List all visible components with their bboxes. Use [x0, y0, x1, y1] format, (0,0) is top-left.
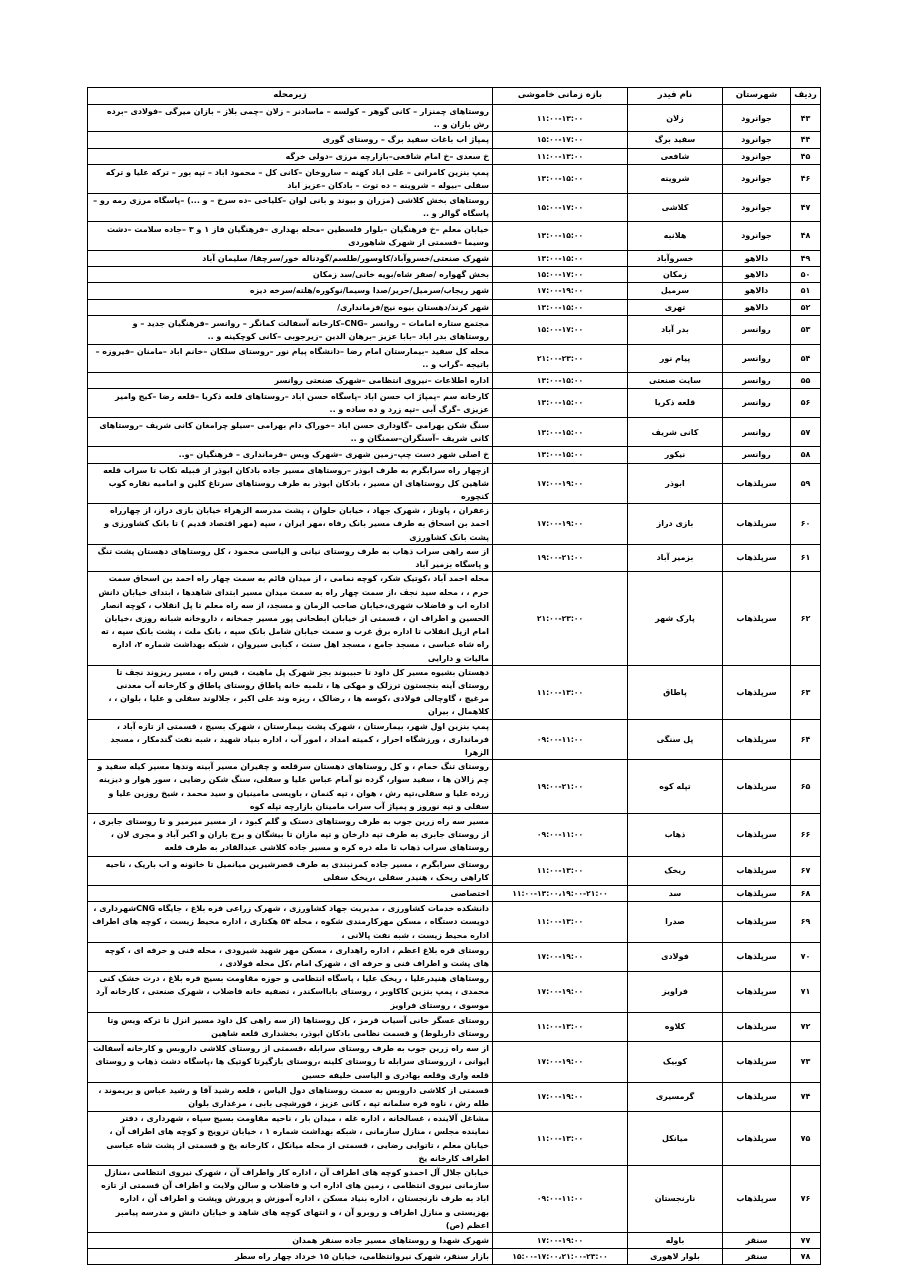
table-row [88, 299, 821, 315]
outage-time-cell: ۱۷:۰۰-۱۹:۰۰ [493, 942, 628, 971]
outage-time-cell: ۱۵:۰۰-۱۷:۰۰ [493, 132, 628, 148]
outage-time-cell: ۱۳:۰۰-۱۵:۰۰ [493, 299, 628, 315]
table-row [88, 665, 821, 719]
sub-area-cell: خیابان معلم –خ فرهنگیان –بلوار فلسطین –محله بهداری –فرهنگیان فاز ۱ و ۳ –جاده سلامت –دشت وسیما –قسمتی از شهرک شاهوردی [88, 221, 493, 250]
city-cell: سرپلذهاب [723, 1112, 791, 1166]
row-number-cell: ۴۸ [791, 221, 821, 250]
sub-area-cell: شهر ریجاب/سرمیل/حریر/صدا وسیما/نوکوره/هلته/سرخه دیزه [88, 283, 493, 299]
city-cell: روانسر [723, 372, 791, 388]
row-number-cell: ۵۹ [791, 463, 821, 504]
city-cell: دالاهو [723, 250, 791, 266]
table-row [88, 132, 821, 148]
sub-area-cell: مسیر سه راه زرین جوب به طرف روستاهای دستک و گلم کبود ، از مسیر میرمیر و تا روستای جابری ، از روستای جابری به طرف تپه دارخان و تپه مازان تا بیشگان و برج باران و اکبر آباد و مجری لان ، روستاهای سراب ذهاب تا مله دره کره و مسیر جاده کلاشی عبدالقادر به طرف قلعه [88, 813, 493, 856]
outage-time-cell: ۰۹:۰۰-۱۱:۰۰ [493, 813, 628, 856]
outage-time-cell: ۱۹:۰۰-۲۱:۰۰ [493, 544, 628, 571]
feeder-name-cell: فراویز [628, 972, 723, 1013]
table-row [88, 544, 821, 571]
row-number-cell: ۵۸ [791, 447, 821, 463]
outage-time-cell: ۱۱:۰۰-۱۳:۰۰ [493, 1112, 628, 1166]
city-cell: سرپلذهاب [723, 1042, 791, 1083]
sub-area-cell: روستاهای چمنزار – کانی گوهر – کولسه – ماسادنر – زلان –چمی بلاز – بازان میرگی –فولادی –برده رش بازان و .. [88, 105, 493, 132]
table-row [88, 194, 821, 221]
table-row [88, 719, 821, 760]
outage-time-cell: ۱۷:۰۰-۱۹:۰۰ [493, 463, 628, 504]
outage-time-cell: ۱۵:۰۰-۱۷:۰۰ [493, 194, 628, 221]
sub-area-cell: روستاهای هنیدرعلیا ، ریخک علیا ، پاسگاه انتظامی و حوزه مقاومت بسیج فره بلاغ ، درت خشک کنی محمدی ، پمپ بنزین کاکاوبر ، روستای بابااسکندر ، تصفیه خانه فاضلاب ، شهرک صنعتی ، کارخانه آرد موسوی ، روستای فراویز [88, 972, 493, 1013]
sub-area-cell: خ سعدی –خ امام شافعی–بازارچه مرزی –دولی خرگه [88, 148, 493, 164]
table-row [88, 813, 821, 856]
feeder-name-cell: کلاوه [628, 1012, 723, 1041]
outage-time-cell: ۱۹:۰۰-۲۱:۰۰ [493, 760, 628, 814]
feeder-name-cell: پاطاق [628, 665, 723, 719]
header-feeder-name: نام فیدر [628, 88, 723, 105]
sub-area-cell: بازار سنقر، شهرک نیروانتظامی، خیابان ۱۵ خرداد چهار راه سطر [88, 1249, 493, 1265]
table-row [88, 267, 821, 283]
row-number-cell: ۵۴ [791, 345, 821, 372]
header-city: شهرستان [723, 88, 791, 105]
row-number-cell: ۵۶ [791, 388, 821, 417]
table-row [88, 388, 821, 417]
feeder-name-cell: تپله کوه [628, 760, 723, 814]
outage-time-cell: ۱۷:۰۰-۱۹:۰۰ [493, 283, 628, 299]
sub-area-cell: از سه راهی سراب ذهاب به طرف روستای نیانی و الیاسی محمود ، کل روستاهای دهستان پشت تنگ و پاسگاه بزمیر آباد [88, 544, 493, 571]
table-header-row [88, 88, 821, 105]
row-number-cell: ۶۳ [791, 665, 821, 719]
city-cell: دالاهو [723, 299, 791, 315]
outage-table [87, 87, 821, 1265]
feeder-name-cell: قلعه ذکریا [628, 388, 723, 417]
row-number-cell: ۵۱ [791, 283, 821, 299]
table-row [88, 148, 821, 164]
row-number-cell: ۴۵ [791, 148, 821, 164]
sub-area-cell: روستای عسگر خانی آسیاب قرمز ، کل روستاها (از سه راهی کل داود مسیر انزل تا ترکه ویس وتا روستای داربلوط) و قسمت نظامی بادکان ابوذر، بخشداری قلعه شاهین [88, 1012, 493, 1041]
feeder-name-cell: بازی دراز [628, 504, 723, 545]
outage-time-cell: ۱۳:۰۰-۱۵:۰۰ [493, 221, 628, 250]
outage-time-cell: ۱۱:۰۰-۱۳:۰۰،۱۹:۰۰-۲۱:۰۰ [493, 885, 628, 901]
sub-area-cell: روستای قره بلاغ اعظم ، اداره راهداری ، مسکن مهر شهید شیرودی ، محله فنی و حرفه ای ، کوچه های پشت و اطراف فنی و حرفه ای ، شهرک امام ،کل محله فولادی ، [88, 942, 493, 971]
sub-area-cell: شهرک شهدا و روستاهای مسیر جاده سنقر همدان [88, 1232, 493, 1248]
table-row [88, 902, 821, 943]
outage-time-cell: ۱۱:۰۰-۱۳:۰۰ [493, 902, 628, 943]
table-row [88, 221, 821, 250]
outage-time-cell: ۱۷:۰۰-۱۹:۰۰ [493, 1232, 628, 1248]
city-cell: سرپلذهاب [723, 856, 791, 885]
outage-time-cell: ۱۵:۰۰-۱۷:۰۰ [493, 267, 628, 283]
sub-area-cell: زعفران ، پاوناز ، شهرک جهاد ، خیابان حلوان ، پشت مدرسه الزهراء خیابان بازی دراز، از چهارراه احمد بن اسحاق به طرف مسیر بانک رفاه ،مهر ایران ، سپه (مهر اقتصاد قدیم ) تا بانک کشاورزی و پشت بانک کشاورزی [88, 504, 493, 545]
outage-time-cell: ۱۳:۰۰-۱۵:۰۰ [493, 418, 628, 447]
city-cell: روانسر [723, 447, 791, 463]
row-number-cell: ۷۳ [791, 1042, 821, 1083]
row-number-cell: ۵۷ [791, 418, 821, 447]
city-cell: سرپلذهاب [723, 760, 791, 814]
feeder-name-cell: پل سنگی [628, 719, 723, 760]
feeder-name-cell: شروینه [628, 164, 723, 193]
feeder-name-cell: نارنجستان [628, 1165, 723, 1232]
feeder-name-cell: ریخک [628, 856, 723, 885]
feeder-name-cell: پارک شهر [628, 572, 723, 665]
feeder-name-cell: بدر آباد [628, 315, 723, 344]
sub-area-cell: سنگ شکن بهرامی –گاوداری حسن اباد –خوراک دام بهرامی –سیلو چرامغان کانی شریف –روستاهای کانی شریف –آسنگران–سمنگان و .. [88, 418, 493, 447]
city-cell: روانسر [723, 345, 791, 372]
table-row [88, 885, 821, 901]
sub-area-cell: دانشکده خدمات کشاورزی ، مدیریت جهاد کشاورزی ، شهرک زراعی فره بلاغ ، جایگاه CNGشهرداری ، دویست دستگاه ، مسکن مهرکارمندی شکوه ، محله ۵۴ هکتاری ، اداره محیط زیست ، کوچه های اطراف اداره محیط زیست ، شبه نفت پالانی ، [88, 902, 493, 943]
outage-time-cell: ۱۷:۰۰-۱۹:۰۰ [493, 972, 628, 1013]
table-row [88, 1232, 821, 1248]
table-row [88, 1165, 821, 1232]
sub-area-cell: اختصاصی [88, 885, 493, 901]
table-row [88, 1012, 821, 1041]
sub-area-cell: مجتمع ستاره امامات – روانسر –CNG–کارخانه آسفالت کمانگر – روانسر –فرهنگیان جدید – و روستاهای بدر اباد –بابا عزیز –برهان الدین –زیرجوبی –کانی کوچکینه و .. [88, 315, 493, 344]
row-number-cell: ۶۶ [791, 813, 821, 856]
sub-area-cell: محله احمد آباد ،کوتیک شکر، کوچه نمامی ، از میدان قائم به سمت چهار راه احمد بن اسحاق سمت حرم ، ، محله سید نجف ،از سمت چهار راه به سمت میدان مسیر ابتدای شاهدها ، ابتدای خیابان دانش اداره اب و فاضلاب شهری،خیابان صاحب الزمان و مسجد، از سه راه معلم تا پل انقلاب ، کوچه انصار الحسین و اطراف ان ، قسمتی از خیابان ابطحانی پور مسیر جمخانه ، داروخانه شبانه روزی ،خیابان امام ازپل انقلاب تا اداره برق غرب و سمت خیابان شامل بانک سپه ، بانک ملت ، پشت بانک سپه ، ته راه شاه عباسی ، مسجد جامع ، مسجد اهل سنت ، کبابی سیروان ، شبکه بهداشت شماره ۲، اداره مالیات و دارایی [88, 572, 493, 665]
feeder-name-cell: باوله [628, 1232, 723, 1248]
row-number-cell: ۴۷ [791, 194, 821, 221]
table-row [88, 1042, 821, 1083]
feeder-name-cell: گرمسیری [628, 1082, 723, 1111]
city-cell: سرپلذهاب [723, 902, 791, 943]
feeder-name-cell: زمکان [628, 267, 723, 283]
city-cell: سرپلذهاب [723, 885, 791, 901]
row-number-cell: ۷۴ [791, 1082, 821, 1111]
sub-area-cell: پمپ بنزین اول شهر، بیمارستان ، شهرک پشت بیمارستان ، شهرک بسیج ، قسمتی از تازه آباد ، فرمانداری ، ورزشگاه احرار ، کمیته امداد ، امور آب ، اداره بنیاد شهید ، شبه نفت گندمکار ، مسجد الزهرا [88, 719, 493, 760]
city-cell: سرپلذهاب [723, 572, 791, 665]
row-number-cell: ۴۹ [791, 250, 821, 266]
city-cell: سرپلذهاب [723, 463, 791, 504]
table-row [88, 760, 821, 814]
city-cell: جوانرود [723, 132, 791, 148]
city-cell: روانسر [723, 418, 791, 447]
outage-time-cell: ۱۵:۰۰-۱۷:۰۰ [493, 315, 628, 344]
header-outage-time: بازه زمانی خاموشی [493, 88, 628, 105]
city-cell: جوانرود [723, 105, 791, 132]
sub-area-cell: شهرک صنعتی/خسروآباد/کاوسور/طلسم/گودناله خور/سرچقا/ سلیمان آباد [88, 250, 493, 266]
row-number-cell: ۶۴ [791, 719, 821, 760]
city-cell: سرپلذهاب [723, 1165, 791, 1232]
row-number-cell: ۶۰ [791, 504, 821, 545]
sub-area-cell: روستای سرابگرم ، مسیر جاده کمرنبندی به طرف قصرشیرین میانمیل تا خانونه و اب باریک ، ناحیه کاراهی ریخک ، هنیدر سفلی ،ریخک سفلی [88, 856, 493, 885]
row-number-cell: ۷۲ [791, 1012, 821, 1041]
feeder-name-cell: زلان [628, 105, 723, 132]
sub-area-cell: از سه راه زرین جوب به طرف روستای سرابله ،قسمتی از روستای کلاشی داروبس و کارخانه آسفالت ایوانی ، ازروستای سرابله تا روستای کلینه ،روستای بازگیرتا کوتیک ها ،پاسگاه دشت ذهاب و روستای قلعه واری وقلعه بهادری و الیاسی خلیفه حسین [88, 1042, 493, 1083]
row-number-cell: ۵۵ [791, 372, 821, 388]
row-number-cell: ۷۷ [791, 1232, 821, 1248]
row-number-cell: ۷۶ [791, 1165, 821, 1232]
city-cell: سرپلذهاب [723, 813, 791, 856]
feeder-name-cell: سرمیل [628, 283, 723, 299]
sub-area-cell: بخش گهواره /صفر شاه/بویه خانی/سد زمکان [88, 267, 493, 283]
row-number-cell: ۶۸ [791, 885, 821, 901]
city-cell: سرپلذهاب [723, 504, 791, 545]
outage-time-cell: ۱۷:۰۰-۱۹:۰۰ [493, 1082, 628, 1111]
row-number-cell: ۷۱ [791, 972, 821, 1013]
row-number-cell: ۷۵ [791, 1112, 821, 1166]
sub-area-cell: خ اصلی شهر دست چپ–زمین شهری –شهرک ویس –فرمانداری – فرهنگیان –و.. [88, 447, 493, 463]
sub-area-cell: اداره اطلاعات –نیروی انتظامی –شهرک صنعتی روانسر [88, 372, 493, 388]
table-row [88, 504, 821, 545]
table-row [88, 105, 821, 132]
row-number-cell: ۶۵ [791, 760, 821, 814]
row-number-cell: ۶۷ [791, 856, 821, 885]
sub-area-cell: مشاغل آلاینده ، غسالخانه ، اداره غله ، میدان بار ، ناحیه مقاومت بسیج سپاه ، شهرداری ، دفتر نماینده مجلس ، منازل سازمانی ، شبکه بهداشت شماره ۱ ، خیابان ترویج و کوچه های اطراف آن ، خیابان معلم ، تاتوایی رضایی ، قسمتی از محله میانکل ، کارخانه یخ و قسمتی از پشت شاه عباسی اطراف کارخانه یخ [88, 1112, 493, 1166]
city-cell: دالاهو [723, 267, 791, 283]
feeder-name-cell: سد [628, 885, 723, 901]
feeder-name-cell: سایت صنعتی [628, 372, 723, 388]
sub-area-cell: روستای تنگ حمام ، و کل روستاهای دهستان سرقلعه و چقیران مسیر آبینه وندها مسیر کیله سفید و چم زالان ها ، سفید سوار، گرده نو آمام عباس علیا و سفلی، سنگ شکن رضایی ، سور هوار و دیزینه زرده علیا و سفلی،تپه رش ، هوان ، تپه کنمان ، باویسی مامینیان و سید محمد ، شیخ روزین علیا و سفلی و تپه نوروز و پمپاژ آب سراب مامینان بازارچه تپله کوه [88, 760, 493, 814]
sub-area-cell: ازچهار راه سرابگرم به طرف ابوذر –روستاهای مسیر جاده بادکان ابوذر از قبیله تکاب تا سراب قلعه شاهین کل روستاهای ان مسیر ، بادکان ابوذر به طرف روستاهای سرتاغ کلین و امامیه نقاره کوب کنچوره [88, 463, 493, 504]
city-cell: سرپلذهاب [723, 665, 791, 719]
feeder-name-cell: صدرا [628, 902, 723, 943]
table-row [88, 942, 821, 971]
outage-time-cell: ۱۱:۰۰-۱۳:۰۰ [493, 1012, 628, 1041]
feeder-name-cell: کوبیک [628, 1042, 723, 1083]
table-row [88, 463, 821, 504]
city-cell: جوانرود [723, 194, 791, 221]
row-number-cell: ۷۰ [791, 942, 821, 971]
outage-schedule-sheet [87, 87, 820, 1265]
feeder-name-cell: ابوذر [628, 463, 723, 504]
feeder-name-cell: کانی شریف [628, 418, 723, 447]
feeder-name-cell: شافعی [628, 148, 723, 164]
row-number-cell: ۶۱ [791, 544, 821, 571]
outage-time-cell: ۱۱:۰۰-۱۳:۰۰ [493, 856, 628, 885]
outage-time-cell: ۰۹:۰۰-۱۱:۰۰ [493, 1165, 628, 1232]
city-cell: سرپلذهاب [723, 1012, 791, 1041]
city-cell: سرپلذهاب [723, 972, 791, 1013]
feeder-name-cell: کلاشی [628, 194, 723, 221]
sub-area-cell: پمپ بنزین کامرانی – علی اباد کهنه – ساروخان –کانی کل – محمود اباد – تپه بور – ترکه علیا و ترکه سفلی –بیوله – شروینه – ده توت – بادکان –عزیز اباد [88, 164, 493, 193]
header-row-number: ردیف [791, 88, 821, 105]
outage-time-cell: ۱۳:۰۰-۱۵:۰۰ [493, 250, 628, 266]
city-cell: جوانرود [723, 164, 791, 193]
outage-time-cell: ۱۱:۰۰-۱۳:۰۰ [493, 665, 628, 719]
table-row [88, 447, 821, 463]
outage-time-cell: ۱۳:۰۰-۱۵:۰۰ [493, 372, 628, 388]
table-row [88, 418, 821, 447]
table-row [88, 972, 821, 1013]
row-number-cell: ۶۹ [791, 902, 821, 943]
table-row [88, 572, 821, 665]
row-number-cell: ۵۲ [791, 299, 821, 315]
table-row [88, 1249, 821, 1265]
table-row [88, 856, 821, 885]
city-cell: روانسر [723, 388, 791, 417]
row-number-cell: ۵۳ [791, 315, 821, 344]
city-cell: سرپلذهاب [723, 942, 791, 971]
row-number-cell: ۴۶ [791, 164, 821, 193]
feeder-name-cell: بزمیر آباد [628, 544, 723, 571]
row-number-cell: ۵۰ [791, 267, 821, 283]
outage-time-cell: ۲۱:۰۰-۲۳:۰۰ [493, 345, 628, 372]
city-cell: جوانرود [723, 148, 791, 164]
table-row [88, 250, 821, 266]
feeder-name-cell: میانکل [628, 1112, 723, 1166]
feeder-name-cell: ذهاب [628, 813, 723, 856]
outage-time-cell: ۱۷:۰۰-۱۹:۰۰ [493, 504, 628, 545]
outage-time-cell: ۱۱:۰۰-۱۳:۰۰ [493, 148, 628, 164]
city-cell: سرپلذهاب [723, 1082, 791, 1111]
outage-time-cell: ۱۳:۰۰-۱۵:۰۰ [493, 164, 628, 193]
outage-time-cell: ۲۱:۰۰-۲۳:۰۰ [493, 572, 628, 665]
city-cell: سنقر [723, 1249, 791, 1265]
sub-area-cell: شهر کرند/دهستان بیوه نیج/فرمانداری/ [88, 299, 493, 315]
row-number-cell: ۷۸ [791, 1249, 821, 1265]
feeder-name-cell: بلوار لاهوری [628, 1249, 723, 1265]
outage-time-cell: ۱۳:۰۰-۱۵:۰۰ [493, 388, 628, 417]
city-cell: دالاهو [723, 283, 791, 299]
feeder-name-cell: سفید برگ [628, 132, 723, 148]
feeder-name-cell: پیام نور [628, 345, 723, 372]
table-row [88, 283, 821, 299]
feeder-name-cell: فولادی [628, 942, 723, 971]
table-row [88, 164, 821, 193]
sub-area-cell: دهستان بشیوه مسیر کل داود تا حبیبوند بجز شهرک پل ماهیت ، قیس راه ، مسیر ریزوند نجف تا روستای آینه بنجستون ترزلک و مهکی ها ، تلمبه خانه پاطاق روستای پاطاق و کارخانه آب معدنی مرغیچ ، گاوچالی فولادی ،کوسه ها ، رضالک ، ریزه وند علی اکبر ، جلالوند سفلی و علیا ، بلوان ، ، کلاهمال ، بیران [88, 665, 493, 719]
table-row [88, 1112, 821, 1166]
city-cell: جوانرود [723, 221, 791, 250]
table-row [88, 372, 821, 388]
sub-area-cell: روستاهای بخش کلاشی (مزران و بیوند و بانی لوان –کلیاخی –ده سرخ – و ...) –پاسگاه مرزی رمه رو –پاسگاه گوالر و .. [88, 194, 493, 221]
city-cell: سرپلذهاب [723, 719, 791, 760]
city-cell: سرپلذهاب [723, 544, 791, 571]
row-number-cell: ۶۲ [791, 572, 821, 665]
outage-time-cell: ۱۱:۰۰-۱۳:۰۰ [493, 105, 628, 132]
outage-time-cell: ۱۷:۰۰-۱۹:۰۰ [493, 1042, 628, 1083]
table-row [88, 345, 821, 372]
sub-area-cell: خیابان جلال آل احمدو کوچه های اطراف آن ، اداره کار واطراف آن ، شهرک نیروی انتظامی ،منازل سازمانی نیروی انتظامی ، زمین های اداره اب و فاضلاب و سالن ولایت و اطراف آن قسمتی از تازه اباد به طرف نارنجستان ، اداره بنیاد مسکن ، اداره آموزش و پرورش وپشت و اطراف آن ، اداره بهزیستی و منازل اطراف و روبرو آن ، و انتهای کوچه های شاهد و خیابان دانش و مدرسه پیامبر اعظم (ص) [88, 1165, 493, 1232]
feeder-name-cell: تهری [628, 299, 723, 315]
city-cell: روانسر [723, 315, 791, 344]
outage-time-cell: ۱۳:۰۰-۱۵:۰۰ [493, 447, 628, 463]
sub-area-cell: پمپاژ اب باغات سفید برگ – روستای گوری [88, 132, 493, 148]
feeder-name-cell: نیکور [628, 447, 723, 463]
table-row [88, 1082, 821, 1111]
sub-area-cell: محله کل سفید –بیمارستان امام رضا –دانشگاه پیام نور –روستای سلکان –خانم اباد –مامنان –فیروزه – باتیجه –گراب و .. [88, 345, 493, 372]
table-row [88, 315, 821, 344]
outage-time-cell: ۱۵:۰۰-۱۷:۰۰،۲۱:۰۰-۲۳:۰۰ [493, 1249, 628, 1265]
city-cell: سنقر [723, 1232, 791, 1248]
feeder-name-cell: خسروآباد [628, 250, 723, 266]
sub-area-cell: قسمتی از کلاشی داروبس به سمت روستاهای دول الیاس ، قلعه رشید آقا و رشید عباس و بریموند ، طله رش ، ناوه فره سلمانه تپه ، کانی عزیز ، فورشچی بابی ، مرغداری بلوان [88, 1082, 493, 1111]
sub-area-cell: کارخانه سم –پمپاژ اب حسن اباد –پاسگاه حسن اباد –روستاهای قلعه ذکریا –قلعه رضا –کیج وامیر عزیزی –گرگ آبی –تپه زرد و ده ساده و .. [88, 388, 493, 417]
header-sub-area: زیرمحله [88, 88, 493, 105]
outage-time-cell: ۰۹:۰۰-۱۱:۰۰ [493, 719, 628, 760]
feeder-name-cell: هلانبه [628, 221, 723, 250]
row-number-cell: ۴۳ [791, 105, 821, 132]
row-number-cell: ۴۴ [791, 132, 821, 148]
